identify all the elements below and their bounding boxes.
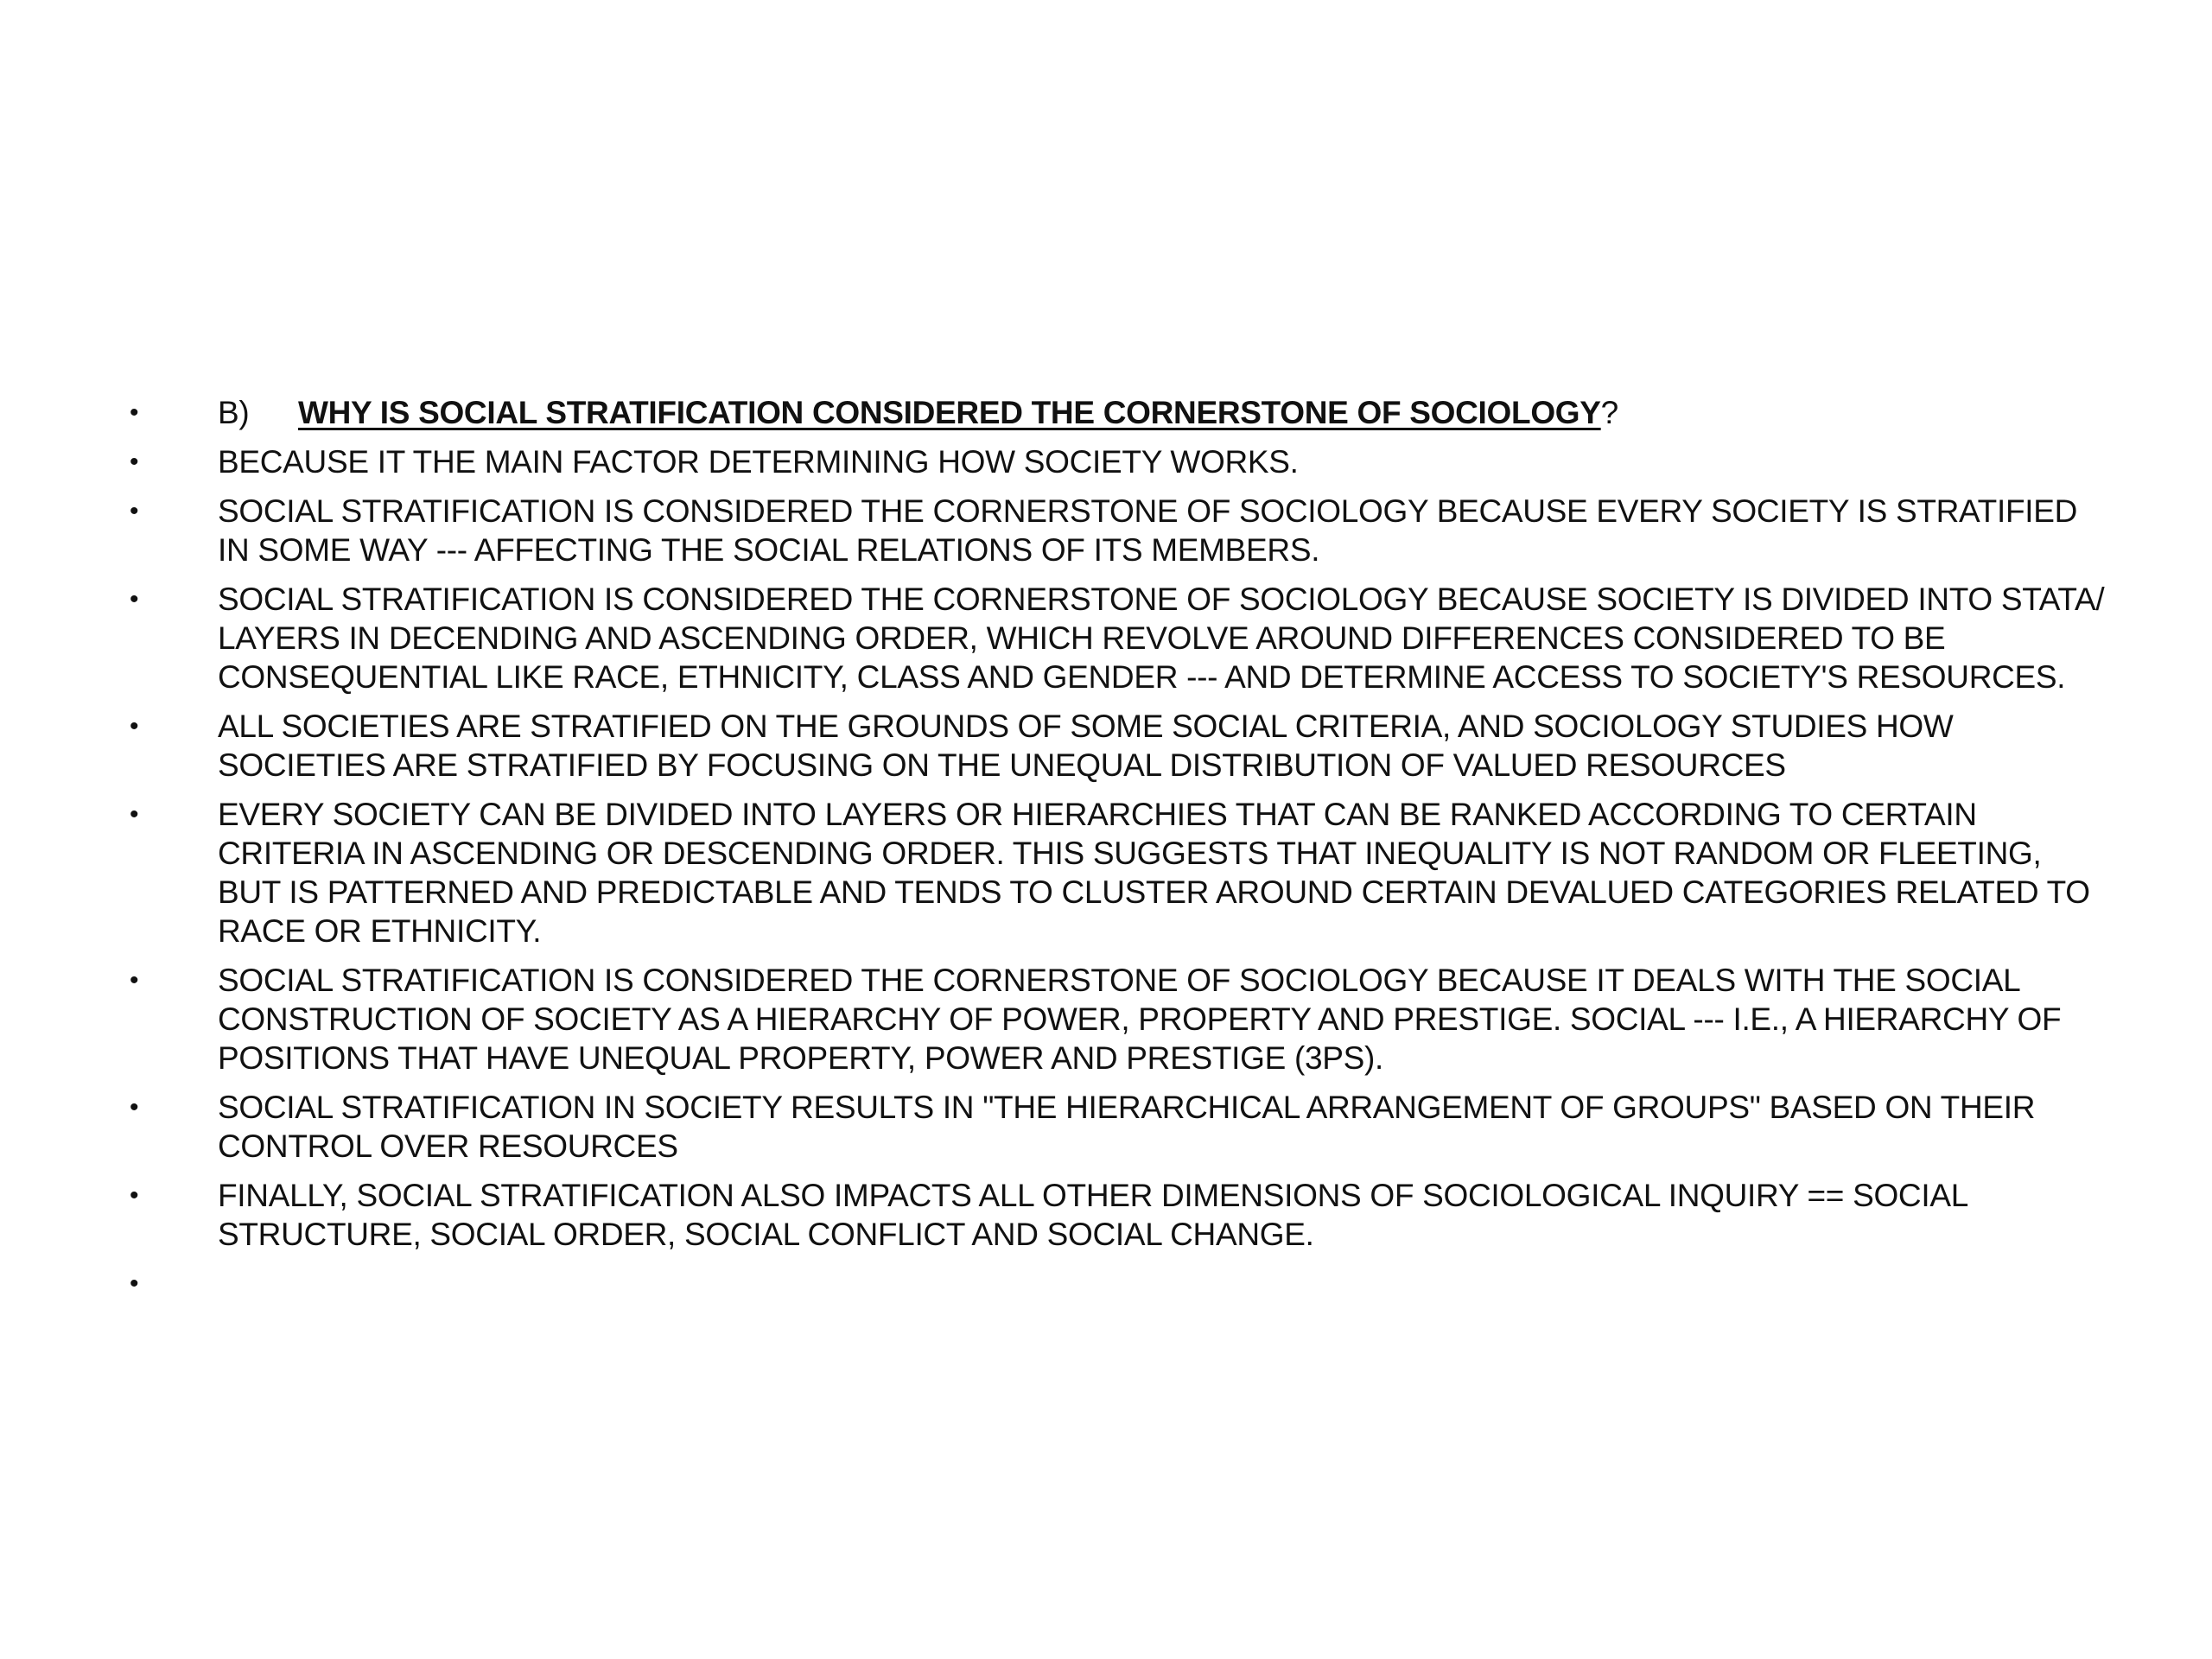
list-item-text: SOCIAL STRATIFICATION IN SOCIETY RESULTS IN "THE HIERARCHICAL ARRANGEMENT OF GROUPS" BASED ON THEIR CONTROL OVER RESOURCES	[218, 1090, 2036, 1164]
list-item	[130, 961, 2108, 1077]
bullet-dot-icon: •	[130, 585, 139, 613]
heading-suffix: ?	[1600, 395, 1618, 430]
heading-title: WHY IS SOCIAL STRATIFICATION CONSIDERED THE CORNERSTONE OF SOCIOLOGY	[298, 395, 1601, 430]
bullet-dot-icon: •	[130, 1093, 139, 1122]
list-item	[130, 1176, 2108, 1254]
bullet-list	[130, 393, 2108, 1313]
list-item-text: EVERY SOCIETY CAN BE DIVIDED INTO LAYERS OR HIERARCHIES THAT CAN BE RANKED ACCORDING TO CERTAIN CRITERIA IN ASCENDING OR DESCENDING ORDER. THIS SUGGESTS THAT INEQUALITY IS NOT RANDOM OR FLEETING, BUT IS PATTERNED AND PREDICTABLE AND TENDS TO CLUSTER AROUND CERTAIN DEVALUED CATEGORIES RELATED TO RACE OR ETHNICITY.	[218, 797, 2090, 949]
list-item-text: SOCIAL STRATIFICATION IS CONSIDERED THE CORNERSTONE OF SOCIOLOGY BECAUSE SOCIETY IS DIVIDED INTO STATA/ LAYERS IN DECENDING AND ASCENDING ORDER, WHICH REVOLVE AROUND DIFFERENCES CONSIDERED TO BE CONSEQUENTIAL LIKE RACE, ETHNICITY, CLASS AND GENDER --- AND DETERMINE ACCESS TO SOCIETY'S RESOURCES.	[218, 582, 2105, 695]
list-item-text: SOCIAL STRATIFICATION IS CONSIDERED THE CORNERSTONE OF SOCIOLOGY BECAUSE IT DEALS WITH THE SOCIAL CONSTRUCTION OF SOCIETY AS A HIERARCHY OF POWER, PROPERTY AND PRESTIGE. SOCIAL --- I.E., A HIERARCHY OF POSITIONS THAT HAVE UNEQUAL PROPERTY, POWER AND PRESTIGE (3PS).	[218, 963, 2062, 1076]
list-item	[130, 1088, 2108, 1166]
bullet-dot-icon: •	[130, 712, 139, 741]
bullet-dot-icon: •	[130, 1269, 139, 1298]
bullet-dot-icon: •	[130, 398, 139, 427]
list-item-text: BECAUSE IT THE MAIN FACTOR DETERMINING HOW SOCIETY WORKS.	[218, 444, 1299, 480]
list-item-text: FINALLY, SOCIAL STRATIFICATION ALSO IMPACTS ALL OTHER DIMENSIONS OF SOCIOLOGICAL INQUIRY == SOCIAL STRUCTURE, SOCIAL ORDER, SOCIAL CONFLICT AND SOCIAL CHANGE.	[218, 1178, 1967, 1252]
list-item	[130, 442, 2108, 481]
list-item	[130, 707, 2108, 785]
bullet-dot-icon: •	[130, 1181, 139, 1210]
list-item-text: SOCIAL STRATIFICATION IS CONSIDERED THE CORNERSTONE OF SOCIOLOGY BECAUSE EVERY SOCIETY IS STRATIFIED IN SOME WAY --- AFFECTING THE SOCIAL RELATIONS OF ITS MEMBERS.	[218, 493, 2078, 568]
heading-item	[130, 393, 2108, 432]
heading-prefix: B)	[218, 395, 250, 430]
bullet-dot-icon: •	[130, 497, 139, 525]
list-item-text: ALL SOCIETIES ARE STRATIFIED ON THE GROUNDS OF SOME SOCIAL CRITERIA, AND SOCIOLOGY STUDIES HOW SOCIETIES ARE STRATIFIED BY FOCUSING ON THE UNEQUAL DISTRIBUTION OF VALUED RESOURCES	[218, 709, 1954, 783]
bullet-dot-icon: •	[130, 966, 139, 995]
empty-list-item	[130, 1264, 2108, 1303]
bullet-dot-icon: •	[130, 448, 139, 476]
list-item	[130, 795, 2108, 950]
list-item	[130, 580, 2108, 696]
list-item	[130, 492, 2108, 569]
bullet-dot-icon: •	[130, 800, 139, 829]
